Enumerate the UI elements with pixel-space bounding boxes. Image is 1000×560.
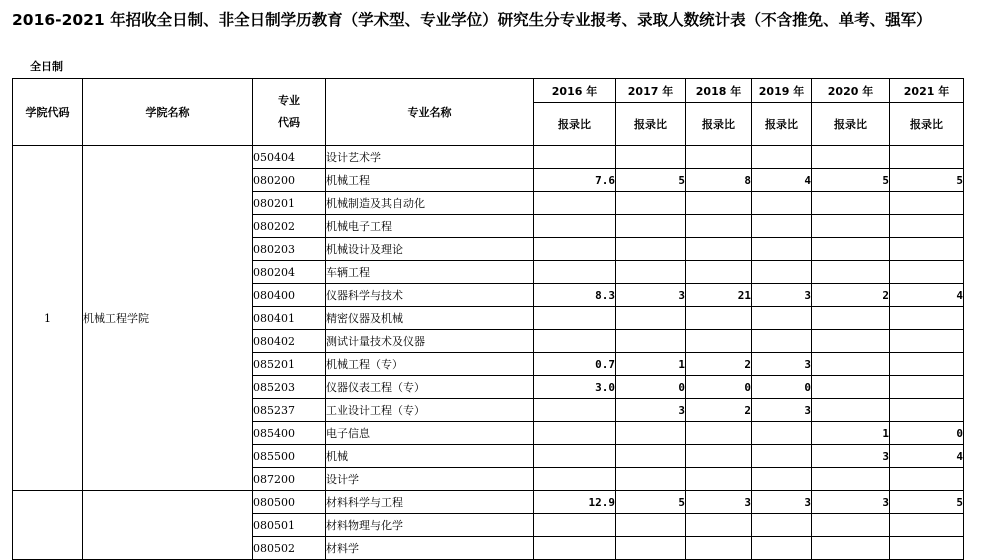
major-name-cell: 机械电子工程	[326, 215, 534, 238]
college-name-cell: 机械工程学院	[83, 146, 253, 491]
ratio-value-cell	[686, 192, 752, 215]
ratio-value-cell	[890, 353, 964, 376]
major-name-cell: 机械设计及理论	[326, 238, 534, 261]
ratio-value-cell	[752, 514, 812, 537]
ratio-value-cell	[686, 238, 752, 261]
header-college-name: 学院名称	[83, 79, 253, 146]
ratio-value-cell	[616, 330, 686, 353]
ratio-value-cell	[752, 192, 812, 215]
header-year-2021: 2021 年	[890, 79, 964, 103]
ratio-value-cell	[534, 422, 616, 445]
ratio-value-cell: 7.6	[534, 169, 616, 192]
ratio-value-cell: 1	[616, 353, 686, 376]
header-major-name: 专业名称	[326, 79, 534, 146]
ratio-value-cell: 0	[752, 376, 812, 399]
ratio-value-cell: 3	[752, 353, 812, 376]
ratio-value-cell	[812, 537, 890, 560]
header-major-code-line2: 代码	[278, 116, 300, 129]
statistics-table	[12, 78, 964, 560]
major-code-cell: 080400	[253, 284, 326, 307]
major-code-cell: 080204	[253, 261, 326, 284]
ratio-value-cell: 4	[890, 284, 964, 307]
header-ratio-2021: 报录比	[890, 103, 964, 146]
major-code-cell: 085400	[253, 422, 326, 445]
ratio-value-cell: 2	[686, 399, 752, 422]
ratio-value-cell	[686, 514, 752, 537]
ratio-value-cell	[616, 261, 686, 284]
ratio-value-cell	[890, 146, 964, 169]
major-name-cell: 材料学	[326, 537, 534, 560]
ratio-value-cell	[686, 307, 752, 330]
major-name-cell: 机械	[326, 445, 534, 468]
ratio-value-cell	[534, 537, 616, 560]
ratio-value-cell	[812, 261, 890, 284]
ratio-value-cell	[890, 376, 964, 399]
major-code-cell: 080402	[253, 330, 326, 353]
header-college-code: 学院代码	[13, 79, 83, 146]
ratio-value-cell	[616, 514, 686, 537]
ratio-value-cell	[812, 192, 890, 215]
ratio-value-cell	[812, 215, 890, 238]
ratio-value-cell	[616, 307, 686, 330]
table-row	[13, 146, 964, 169]
ratio-value-cell	[890, 468, 964, 491]
ratio-value-cell: 3	[616, 284, 686, 307]
ratio-value-cell: 8	[686, 169, 752, 192]
ratio-value-cell	[534, 445, 616, 468]
major-code-cell: 050404	[253, 146, 326, 169]
ratio-value-cell	[752, 261, 812, 284]
ratio-value-cell: 5	[616, 491, 686, 514]
ratio-value-cell	[752, 215, 812, 238]
ratio-value-cell: 0	[890, 422, 964, 445]
major-code-cell: 087200	[253, 468, 326, 491]
ratio-value-cell	[616, 192, 686, 215]
ratio-value-cell	[890, 537, 964, 560]
ratio-value-cell	[752, 445, 812, 468]
table-row	[13, 491, 964, 514]
major-name-cell: 仪器科学与技术	[326, 284, 534, 307]
header-year-2019: 2019 年	[752, 79, 812, 103]
ratio-value-cell: 3	[812, 445, 890, 468]
ratio-value-cell: 2	[686, 353, 752, 376]
ratio-value-cell: 5	[890, 169, 964, 192]
ratio-value-cell	[812, 353, 890, 376]
ratio-value-cell	[752, 537, 812, 560]
major-name-cell: 机械制造及其自动化	[326, 192, 534, 215]
header-major-code	[253, 79, 326, 146]
ratio-value-cell: 0	[616, 376, 686, 399]
ratio-value-cell	[686, 445, 752, 468]
major-name-cell: 车辆工程	[326, 261, 534, 284]
ratio-value-cell	[616, 537, 686, 560]
ratio-value-cell: 3	[616, 399, 686, 422]
ratio-value-cell: 5	[616, 169, 686, 192]
major-code-cell: 080203	[253, 238, 326, 261]
ratio-value-cell	[812, 307, 890, 330]
page-title: 2016-2021 年招收全日制、非全日制学历教育（学术型、专业学位）研究生分专业报考、录取人数统计表（不含推免、单考、强军）	[12, 11, 932, 29]
college-name-cell	[83, 491, 253, 560]
ratio-value-cell	[812, 399, 890, 422]
major-name-cell: 设计艺术学	[326, 146, 534, 169]
major-name-cell: 材料科学与工程	[326, 491, 534, 514]
ratio-value-cell	[890, 307, 964, 330]
header-year-2017: 2017 年	[616, 79, 686, 103]
ratio-value-cell	[752, 330, 812, 353]
major-code-cell: 085237	[253, 399, 326, 422]
ratio-value-cell	[616, 468, 686, 491]
ratio-value-cell	[534, 307, 616, 330]
ratio-value-cell	[812, 146, 890, 169]
ratio-value-cell: 3	[686, 491, 752, 514]
ratio-value-cell	[686, 537, 752, 560]
ratio-value-cell	[812, 330, 890, 353]
header-year-2016: 2016 年	[534, 79, 616, 103]
ratio-value-cell	[686, 422, 752, 445]
ratio-value-cell	[752, 422, 812, 445]
ratio-value-cell	[890, 399, 964, 422]
ratio-value-cell	[812, 468, 890, 491]
major-code-cell: 080401	[253, 307, 326, 330]
major-name-cell: 精密仪器及机械	[326, 307, 534, 330]
ratio-value-cell	[534, 238, 616, 261]
ratio-value-cell	[534, 215, 616, 238]
ratio-value-cell: 4	[752, 169, 812, 192]
ratio-value-cell: 3	[752, 399, 812, 422]
ratio-value-cell	[534, 192, 616, 215]
major-code-cell: 080500	[253, 491, 326, 514]
major-code-cell: 085201	[253, 353, 326, 376]
ratio-value-cell: 0.7	[534, 353, 616, 376]
ratio-value-cell: 12.9	[534, 491, 616, 514]
major-name-cell: 仪器仪表工程（专）	[326, 376, 534, 399]
ratio-value-cell	[534, 261, 616, 284]
ratio-value-cell: 0	[686, 376, 752, 399]
ratio-value-cell	[534, 330, 616, 353]
major-code-cell: 080502	[253, 537, 326, 560]
ratio-value-cell	[752, 468, 812, 491]
ratio-value-cell	[752, 238, 812, 261]
ratio-value-cell	[890, 238, 964, 261]
ratio-value-cell	[752, 146, 812, 169]
ratio-value-cell	[686, 330, 752, 353]
major-code-cell: 085203	[253, 376, 326, 399]
ratio-value-cell	[812, 238, 890, 261]
header-ratio-2017: 报录比	[616, 103, 686, 146]
major-name-cell: 材料物理与化学	[326, 514, 534, 537]
major-code-cell: 085500	[253, 445, 326, 468]
major-name-cell: 机械工程（专）	[326, 353, 534, 376]
ratio-value-cell	[616, 238, 686, 261]
ratio-value-cell: 3.0	[534, 376, 616, 399]
ratio-value-cell	[812, 376, 890, 399]
major-code-cell: 080202	[253, 215, 326, 238]
ratio-value-cell	[534, 146, 616, 169]
header-ratio-2019: 报录比	[752, 103, 812, 146]
major-name-cell: 测试计量技术及仪器	[326, 330, 534, 353]
ratio-value-cell	[812, 514, 890, 537]
ratio-value-cell	[890, 514, 964, 537]
major-code-cell: 080200	[253, 169, 326, 192]
ratio-value-cell: 8.3	[534, 284, 616, 307]
section-subtitle: 全日制	[30, 60, 63, 73]
ratio-value-cell: 3	[752, 491, 812, 514]
major-code-cell: 080201	[253, 192, 326, 215]
header-ratio-2018: 报录比	[686, 103, 752, 146]
ratio-value-cell	[616, 146, 686, 169]
ratio-value-cell	[890, 330, 964, 353]
ratio-value-cell	[616, 422, 686, 445]
ratio-value-cell	[686, 215, 752, 238]
ratio-value-cell	[686, 146, 752, 169]
major-name-cell: 工业设计工程（专）	[326, 399, 534, 422]
ratio-value-cell: 3	[812, 491, 890, 514]
ratio-value-cell	[890, 261, 964, 284]
major-name-cell: 设计学	[326, 468, 534, 491]
ratio-value-cell	[686, 261, 752, 284]
ratio-value-cell: 21	[686, 284, 752, 307]
major-name-cell: 电子信息	[326, 422, 534, 445]
header-major-code-line1: 专业	[278, 94, 300, 107]
ratio-value-cell: 2	[812, 284, 890, 307]
ratio-value-cell: 3	[752, 284, 812, 307]
ratio-value-cell: 5	[812, 169, 890, 192]
ratio-value-cell	[890, 215, 964, 238]
major-name-cell: 机械工程	[326, 169, 534, 192]
ratio-value-cell	[534, 514, 616, 537]
header-ratio-2020: 报录比	[812, 103, 890, 146]
ratio-value-cell: 5	[890, 491, 964, 514]
ratio-value-cell	[890, 192, 964, 215]
ratio-value-cell	[752, 307, 812, 330]
ratio-value-cell	[534, 399, 616, 422]
ratio-value-cell: 1	[812, 422, 890, 445]
college-code-cell	[13, 491, 83, 560]
ratio-value-cell	[686, 468, 752, 491]
table-body	[13, 146, 964, 560]
header-year-2018: 2018 年	[686, 79, 752, 103]
ratio-value-cell: 4	[890, 445, 964, 468]
ratio-value-cell	[616, 445, 686, 468]
major-code-cell: 080501	[253, 514, 326, 537]
college-code-cell: 1	[13, 146, 83, 491]
header-ratio-2016: 报录比	[534, 103, 616, 146]
header-year-2020: 2020 年	[812, 79, 890, 103]
ratio-value-cell	[616, 215, 686, 238]
ratio-value-cell	[534, 468, 616, 491]
